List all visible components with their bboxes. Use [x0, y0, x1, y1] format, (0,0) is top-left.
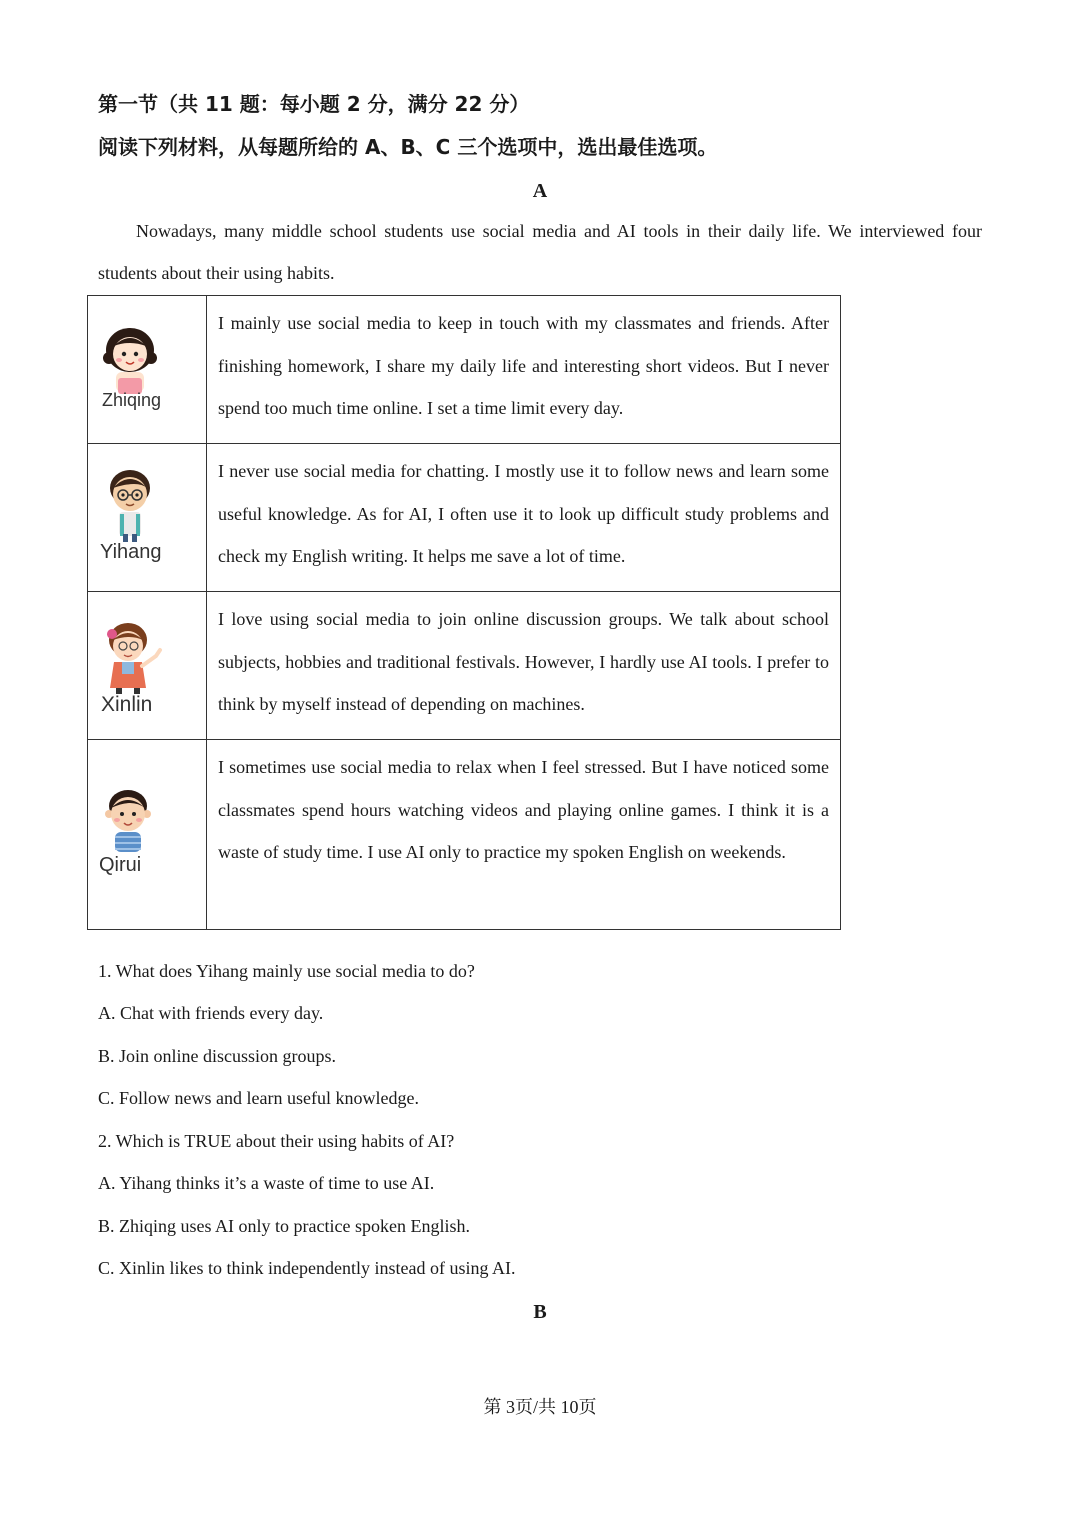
student-text-cell: [207, 740, 841, 930]
table-row: [88, 444, 841, 592]
table-row: [88, 592, 841, 740]
question-stem: 2. Which is TRUE about their using habits of AI?: [98, 1131, 455, 1151]
girl-pointing-avatar-icon: [100, 616, 166, 696]
table-row: [88, 740, 841, 930]
student-habits-table: [87, 295, 841, 930]
option-a: A. Yihang thinks it’s a waste of time to use AI.: [98, 1173, 435, 1193]
option-c: C. Follow news and learn useful knowledge.: [98, 1088, 419, 1108]
avatar-cell: [88, 740, 207, 930]
girl-avatar-icon: [100, 320, 160, 400]
avatar-cell: [88, 592, 207, 740]
section-title: 第一节（共 11 题：每小题 2 分，满分 22 分）: [98, 92, 530, 116]
option-a: A. Chat with friends every day.: [98, 1003, 324, 1023]
student-name: Zhiqing: [102, 390, 162, 410]
page-footer: 第 3页/共 10页: [483, 1397, 597, 1417]
passage-a-label: A: [532, 180, 548, 202]
student-statement: I love using social media to join online discussion groups. We talk about school subjects, hobbies and traditional festivals. However, I hardly use AI tools. I prefer to think by myself instead of depending on machines.: [218, 609, 829, 714]
student-text-cell: [207, 592, 841, 740]
student-text-cell: [207, 296, 841, 444]
option-b: B. Zhiqing uses AI only to practice spoken English.: [98, 1216, 470, 1236]
student-statement: I never use social media for chatting. I mostly use it to follow news and learn some useful knowledge. As for AI, I often use it to look up difficult study problems and check my English writing. It helps me save a lot of time.: [218, 461, 829, 566]
question-stem: 1. What does Yihang mainly use social media to do?: [98, 961, 475, 981]
student-name: Yihang: [100, 541, 162, 563]
boy-with-glasses-avatar-icon: [100, 464, 160, 544]
student-text-cell: [207, 444, 841, 592]
option-b: B. Join online discussion groups.: [98, 1046, 337, 1066]
table-row: [88, 296, 841, 444]
avatar-cell: [88, 296, 207, 444]
instruction-text: 阅读下列材料，从每题所给的 A、B、C 三个选项中，选出最佳选项。: [98, 135, 718, 159]
passage-b-label: B: [533, 1301, 547, 1323]
student-statement: I mainly use social media to keep in touch with my classmates and friends. After finishing homework, I share my daily life and interesting short videos. But I never spend too much time online. I set a time limit every day.: [218, 313, 829, 418]
passage-a-intro: Nowadays, many middle school students use social media and AI tools in their daily life. We interviewed four students about their using habits.: [98, 221, 982, 283]
student-name: Xinlin: [101, 693, 153, 716]
option-c: C. Xinlin likes to think independently instead of using AI.: [98, 1258, 516, 1278]
avatar-cell: [88, 444, 207, 592]
student-statement: I sometimes use social media to relax when I feel stressed. But I have noticed some classmates spend hours watching videos and playing online games. I think it is a waste of study time. I use AI only to practice my spoken English on weekends.: [218, 757, 829, 862]
boy-avatar-icon: [100, 784, 156, 864]
student-name: Qirui: [99, 854, 142, 876]
